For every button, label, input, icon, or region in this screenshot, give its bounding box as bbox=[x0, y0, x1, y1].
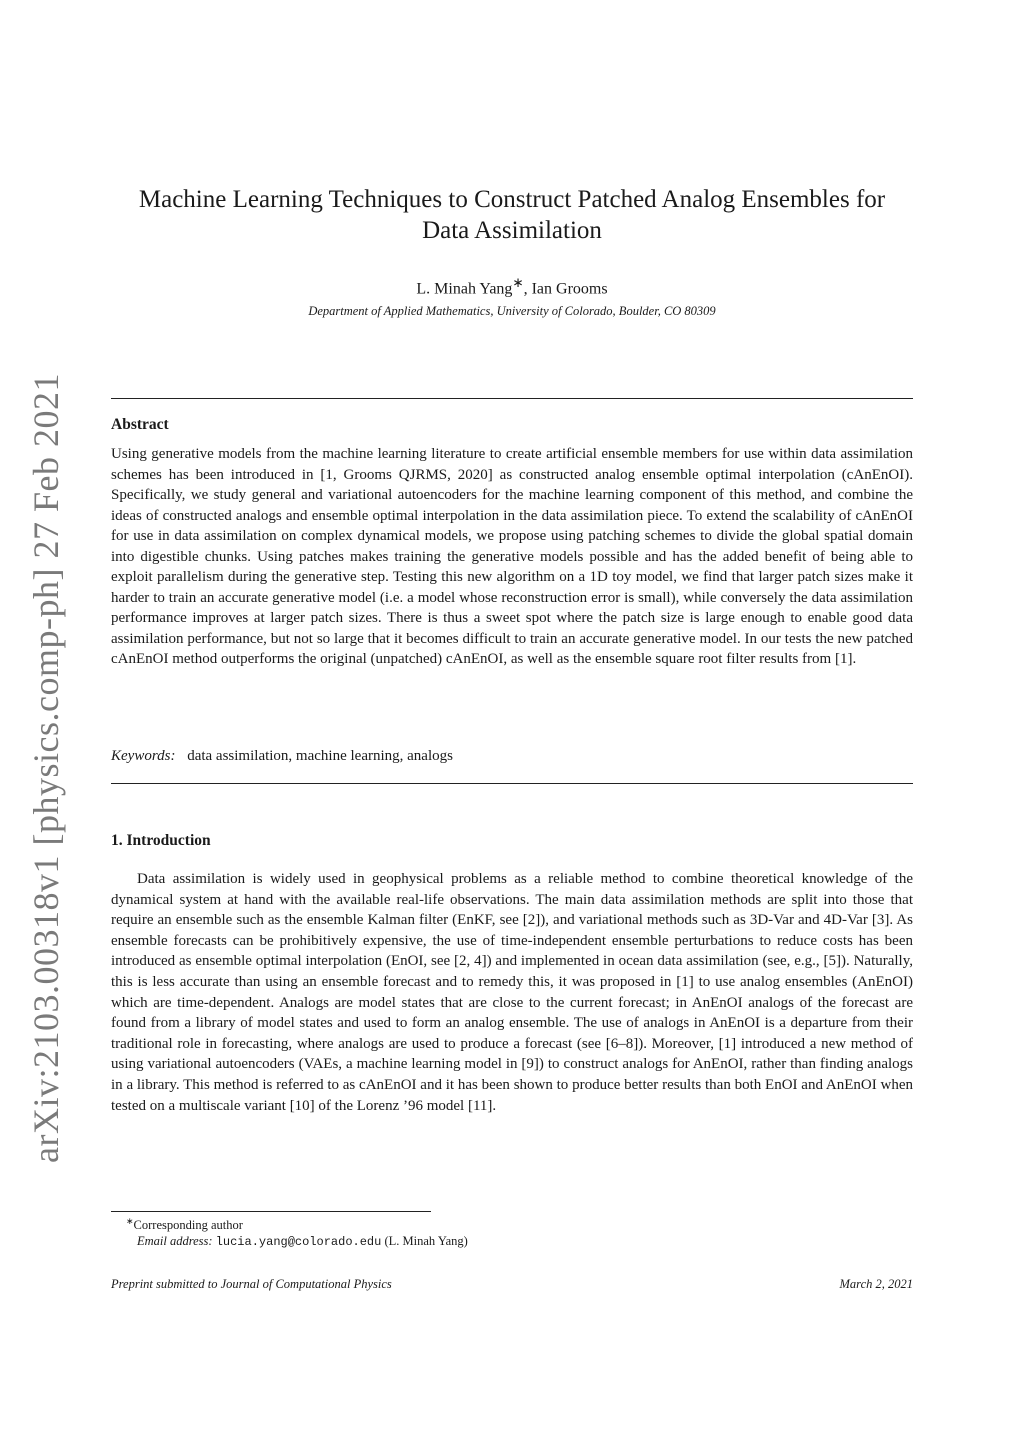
title-line-2: Data Assimilation bbox=[422, 217, 602, 244]
keywords-label: Keywords: bbox=[111, 748, 176, 764]
footnote-corresponding bbox=[126, 1216, 243, 1233]
abstract-bottom-rule bbox=[111, 783, 913, 784]
author-rest: , Ian Grooms bbox=[523, 280, 608, 298]
keywords-text: data assimilation, machine learning, analogs bbox=[187, 748, 453, 764]
footnote-email bbox=[137, 1234, 468, 1249]
author-list bbox=[100, 275, 924, 298]
footer-date: March 2, 2021 bbox=[839, 1277, 913, 1291]
section-heading-introduction: 1. Introduction bbox=[111, 832, 211, 849]
footnote-corresponding-text: Corresponding author bbox=[133, 1218, 243, 1233]
email-owner: (L. Minah Yang) bbox=[384, 1234, 468, 1248]
author-first: L. Minah Yang bbox=[416, 280, 513, 298]
affiliation: Department of Applied Mathematics, University of Colorado, Boulder, CO 80309 bbox=[308, 304, 716, 318]
arxiv-side-stamp: arXiv:2103.00318v1 [physics.comp-ph] 27 Feb 2021 bbox=[26, 373, 66, 1163]
footer-preprint-note: Preprint submitted to Journal of Computational Physics bbox=[111, 1277, 392, 1291]
introduction-paragraph: Data assimilation is widely used in geophysical problems as a reliable method to combine theoretical knowledge of the dynamical system at hand with the available real-life observations. The main data assimilation methods are split into those that require an ensemble such as the ensemble Kalman filter (EnKF, see [2]), and variational methods such as 3D-Var and 4D-Var [3]. As ensemble forecasts can be prohibitively expensive, the use of time-independent ensemble perturbations to reduce costs has been introduced as ensemble optimal interpolation (EnOI, see [2, 4]) and implemented in ocean data assimilation (see, e.g., [5]). Naturally, this is less accurate than using an ensemble forecast and to remedy this, it was proposed in [1] to use analog ensembles (AnEnOI) which are time-dependent. Analogs are model states that are close to the current forecast; in AnEnOI analogs of the forecast are found from a library of model states and used to form an analog ensemble. The use of analogs in AnEnOI is a departure from their traditional role in forecasting, where analogs are used to produce a forecast (see [6–8]). Moreover, [1] introduced a new method of using variational autoencoders (VAEs, a machine learning model in [9]) to construct analogs for AnEnOI, rather than finding analogs in a library. This method is referred to as cAnEnOI and it has been shown to produce better results than both EnOI and AnEnOI when tested on a multiscale variant [10] of the Lorenz ’96 model [11]. bbox=[111, 871, 913, 1114]
footnote-rule bbox=[111, 1211, 431, 1212]
email-label: Email address: bbox=[137, 1234, 213, 1248]
email-address-link[interactable]: lucia.yang@colorado.edu bbox=[215, 1235, 382, 1249]
keywords bbox=[111, 748, 453, 765]
abstract-text: Using generative models from the machine learning literature to create artificial ensemble members for use within data assimilation schemes has been introduced in [1, Grooms QJRMS, 2020] as constructed analog ensemble optimal interpolation (cAnEnOI). Specifically, we study general and variational autoencoders for the machine learning component of this method, and combine the ideas of constructed analogs and ensemble optimal interpolation in the data assimilation piece. To extend the scalability of cAnEnOI for use in data assimilation on complex dynamical models, we propose using patching schemes to divide the global spatial domain into digestible chunks. Using patches makes training the generative models possible and has the added benefit of being able to exploit parallelism during the generative step. Testing this new algorithm on a 1D toy model, we find that larger patch sizes make it harder to train an accurate generative model (i.e. a model whose reconstruction error is small), while conversely the data assimilation performance improves at larger patch sizes. There is thus a sweet spot where the patch size is large enough to enable good data assimilation performance, but not so large that it becomes difficult to train an accurate generative model. In our tests the new patched cAnEnOI method outperforms the original (unpatched) cAnEnOI, as well as the ensemble square root filter results from [1]. bbox=[111, 446, 913, 667]
footnote-mark: ∗ bbox=[126, 1216, 134, 1226]
abstract-top-rule bbox=[111, 398, 913, 399]
paper-title bbox=[100, 184, 924, 246]
abstract-heading: Abstract bbox=[111, 416, 169, 433]
corresponding-mark: ∗ bbox=[512, 275, 524, 290]
title-line-1: Machine Learning Techniques to Construct Patched Analog Ensembles for bbox=[138, 186, 886, 213]
